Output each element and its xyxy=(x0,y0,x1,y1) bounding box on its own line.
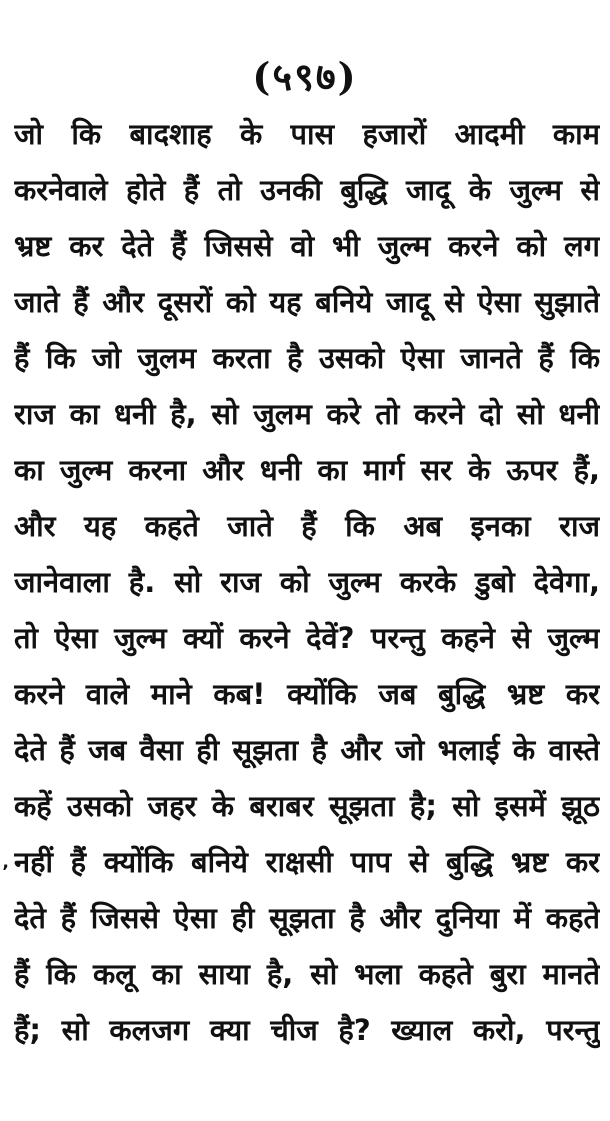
text-line-9: जानेवाला है. सो राज को जुल्म करके डुबो देवेगा, xyxy=(14,565,600,599)
page-number: (५९७) xyxy=(252,54,358,99)
text-line-6: राज का धनी है, सो जुलम करे तो करने दो सो धनी xyxy=(14,397,600,431)
text-line-11: करने वाले माने कब! क्योंकि जब बुद्धि भ्रष्ट कर xyxy=(14,677,600,711)
text-line-4: जाते हैं और दूसरों को यह बनिये जादू से ऐसा सुझाते xyxy=(14,285,600,319)
text-line-15: देते हैं जिससे ऐसा ही सूझता है और दुनिया में कहते xyxy=(14,901,600,935)
text-line-2: करनेवाले होते हैं तो उनकी बुद्धि जादू के जुल्म से xyxy=(14,173,600,207)
text-line-8: और यह कहते जाते हैं कि अब इनका राज xyxy=(14,509,600,543)
text-line-1: जो कि बादशाह के पास हजारों आदमी काम xyxy=(14,117,600,151)
text-line-7: का जुल्म करना और धनी का मार्ग सर के ऊपर हैं, xyxy=(14,453,600,487)
text-line-14: नहीं हैं क्योंकि बनिये राक्षसी पाप से बुद्धि भ्रष्ट कर xyxy=(14,845,600,879)
margin-mark: ‚ xyxy=(2,852,9,873)
body-text xyxy=(14,106,600,1058)
text-line-16: हैं कि कलू का साया है, सो भला कहते बुरा मानते xyxy=(14,957,600,991)
text-line-10: तो ऐसा जुल्म क्यों करने देवें? परन्तु कहने से जुल्म xyxy=(14,621,600,655)
text-line-17: हैं; सो कलजग क्या चीज है? ख्याल करो, परन्तु xyxy=(14,1013,600,1047)
text-line-12: देते हैं जब वैसा ही सूझता है और जो भलाई के वास्ते xyxy=(14,733,600,767)
text-line-5: हैं कि जो जुलम करता है उसको ऐसा जानते हैं कि xyxy=(14,341,600,375)
text-line-13: कहें उसको जहर के बराबर सूझता है; सो इसमें झूठ xyxy=(14,789,600,823)
text-line-3: भ्रष्ट कर देते हैं जिससे वो भी जुल्म करने को लग xyxy=(14,229,600,263)
